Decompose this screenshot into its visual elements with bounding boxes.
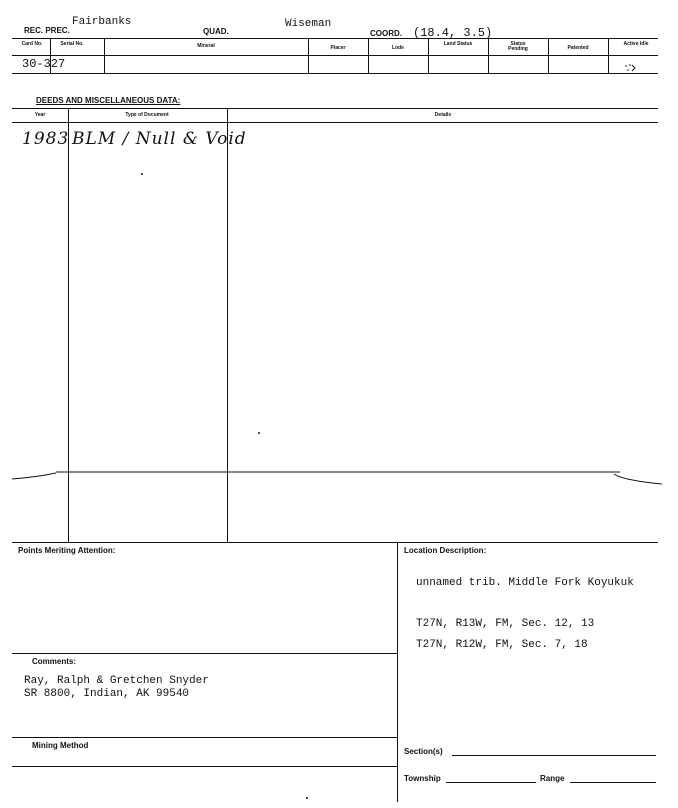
col-placer: Placer — [330, 45, 346, 51]
col-year: Year — [34, 112, 46, 118]
coord-label: COORD. — [370, 29, 402, 38]
lower-top-rule — [12, 542, 658, 543]
township-label: Township — [404, 774, 441, 783]
quad-value: Wiseman — [285, 18, 332, 30]
col-divider — [608, 38, 609, 73]
col-status-pending: Status Pending — [508, 41, 528, 52]
comments-line-2: SR 8800, Indian, AK 99540 — [24, 688, 190, 700]
mining-method-label: Mining Method — [32, 741, 89, 750]
comments-label: Comments: — [32, 657, 77, 666]
col-active-idle: Active Idle — [623, 41, 649, 47]
points-label: Points Meriting Attention: — [18, 546, 116, 555]
header-rule — [12, 38, 658, 39]
col-mineral: Mineral — [197, 43, 215, 49]
mining-bottom-rule — [12, 766, 397, 767]
col-land-status: Land Status — [443, 41, 473, 47]
deeds-title: DEEDS AND MISCELLANEOUS DATA: — [36, 96, 181, 105]
deed-year: 1983 — [22, 129, 70, 149]
township-field-line — [446, 782, 536, 783]
card-no-value: 30-327 — [22, 57, 66, 71]
col-divider — [368, 38, 369, 73]
col-divider — [428, 38, 429, 73]
page-fold-line — [12, 462, 662, 492]
col-patented: Patented — [567, 45, 589, 51]
col-card-no: Card No. — [21, 41, 43, 47]
location-line-2: T27N, R13W, FM, Sec. 12, 13 — [416, 618, 595, 630]
quad-label: QUAD. — [203, 27, 229, 36]
range-label: Range — [540, 774, 565, 783]
rec-prec-label: REC. PREC. — [24, 26, 70, 35]
deeds-top-rule — [12, 108, 658, 109]
column-header-rule — [12, 55, 658, 56]
sections-label: Section(s) — [404, 747, 443, 756]
stamp-mark — [624, 60, 638, 70]
stray-dot — [141, 173, 143, 175]
row-rule — [12, 73, 658, 74]
sections-field-line — [452, 755, 656, 756]
comments-line-1: Ray, Ralph & Gretchen Snyder — [24, 675, 209, 687]
rec-prec-value: Fairbanks — [72, 16, 132, 28]
location-line-3: T27N, R12W, FM, Sec. 7, 18 — [416, 639, 588, 651]
range-field-line — [570, 782, 656, 783]
mining-rule — [12, 737, 397, 738]
col-divider — [488, 38, 489, 73]
location-label: Location Description: — [404, 546, 487, 555]
col-divider — [308, 38, 309, 73]
col-divider — [548, 38, 549, 73]
deed-type: BLM / Null & Void — [72, 129, 247, 149]
col-details: Details — [434, 112, 452, 118]
stray-dot — [258, 432, 260, 434]
col-lode: Lode — [392, 45, 404, 51]
deeds-header-rule — [12, 122, 658, 123]
coord-value: (18.4, 3.5) — [413, 26, 493, 40]
col-type: Type of Document — [125, 112, 169, 118]
location-line-1: unnamed trib. Middle Fork Koyukuk — [416, 577, 634, 589]
stray-dot — [306, 797, 308, 799]
col-serial-no: Serial No. — [60, 41, 84, 47]
lower-col-divider — [397, 542, 398, 802]
comments-rule — [12, 653, 397, 654]
